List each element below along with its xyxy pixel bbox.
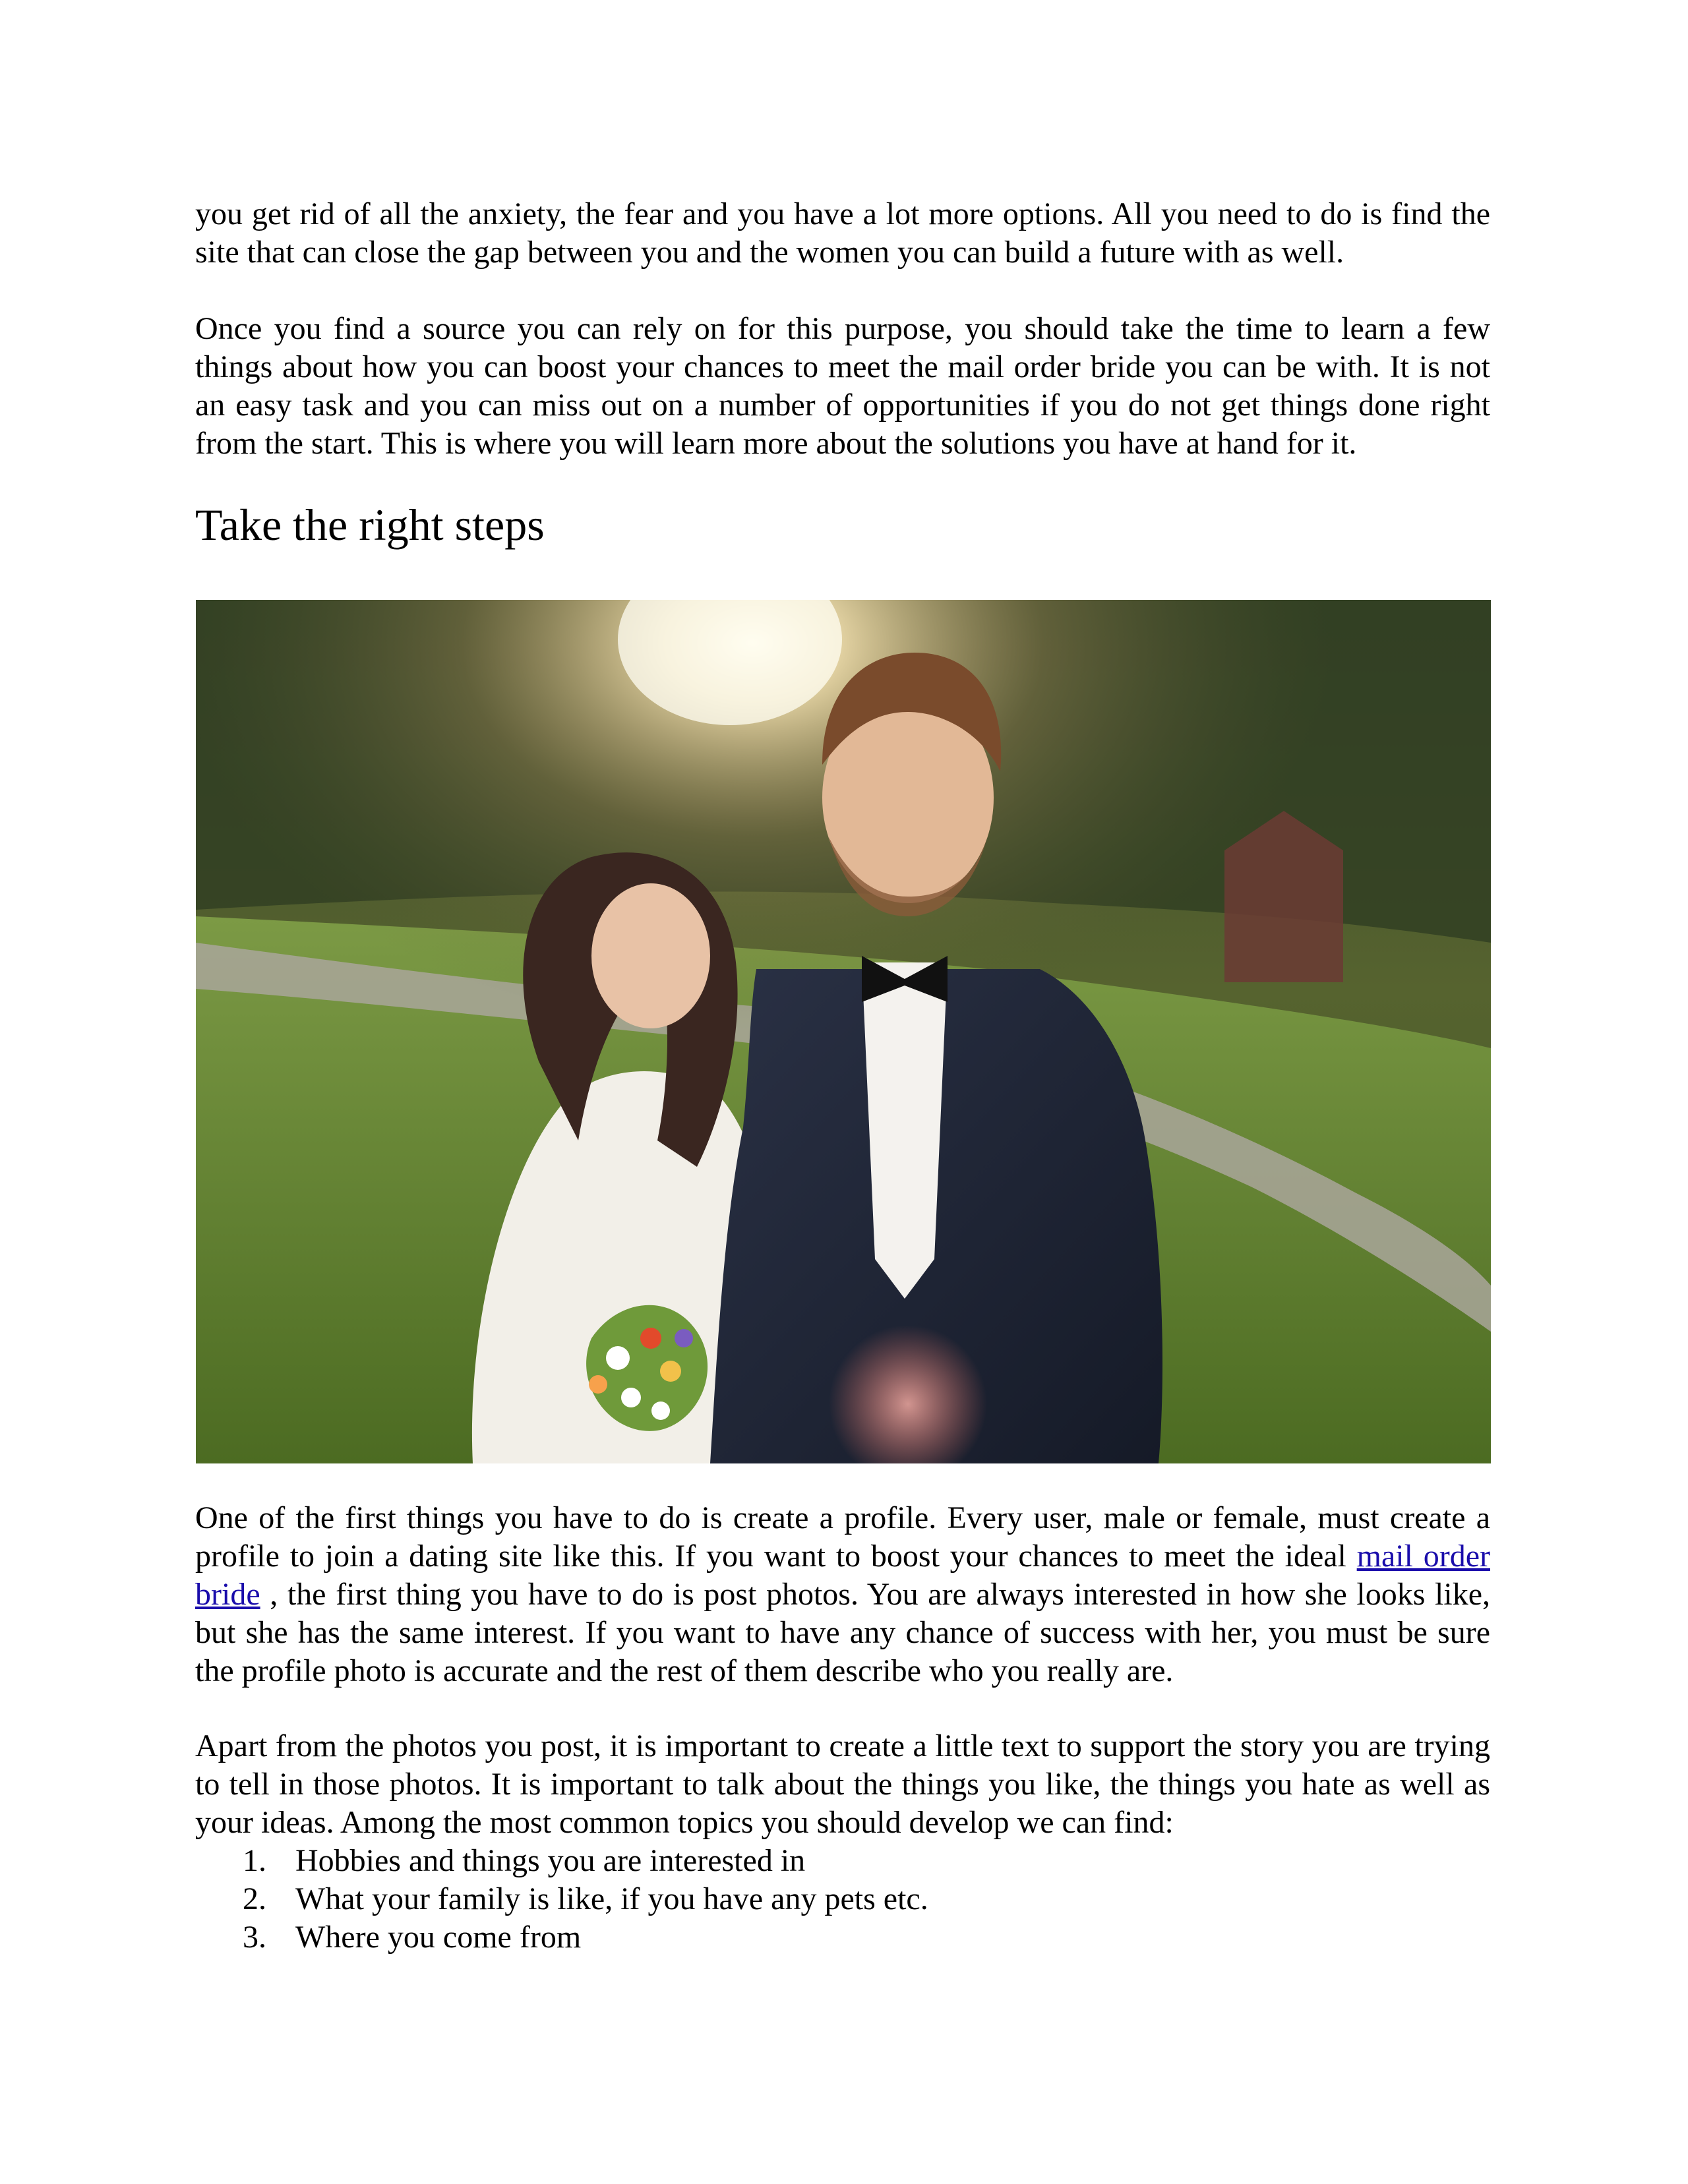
paragraph-intro: you get rid of all the anxiety, the fear and you have a lot more options. All you need to do is find the site that can close the gap between you and the women you can build a future with as well.	[195, 196, 1490, 270]
list-item-text: What your family is like, if you have any pets etc.	[295, 1881, 928, 1916]
paragraph-find-source: Once you find a source you can rely on for this purpose, you should take the time to learn a few things about how you can boost your chances to meet the mail order bride you can be with. It is not an easy task and you can miss out on a number of opportunities if you do not get things done right from the start. This is where you will learn more about the solutions you have at hand for it.	[195, 311, 1490, 461]
paragraph-text-before-link: One of the first things you have to do is create a profile. Every user, male or female, must create a profile to join a dating site like this. If you want to boost your chances to meet the ideal	[195, 1500, 1490, 1574]
paragraph-profile-text: Apart from the photos you post, it is important to create a little text to support the story you are trying to tell in those photos. It is important to talk about the things you like, the things you hate as well as your ideas. Among the most common topics you should develop we can find:	[195, 1728, 1490, 1840]
mail-order-bride-link[interactable]: mail order bride	[195, 1539, 1490, 1612]
wedding-couple-photo	[196, 600, 1491, 1463]
list-item-number: 3.	[243, 1920, 266, 1955]
paragraph-text-after-link: , the first thing you have to do is post photos. You are always interested in how she looks like, but she has the same interest. If you want to have any chance of success with her, you must be sure the profile photo is accurate and the rest of them describe who you really are.	[195, 1577, 1490, 1688]
list-item	[195, 1918, 1490, 1957]
paragraph-create-profile	[195, 1499, 1490, 1690]
list-item-text: Hobbies and things you are interested in	[295, 1843, 806, 1878]
topics-list	[195, 1842, 1490, 1957]
list-item-number: 1.	[243, 1843, 266, 1878]
section-heading: Take the right steps	[195, 500, 545, 550]
list-item-number: 2.	[243, 1881, 266, 1916]
list-item	[195, 1880, 1490, 1918]
list-item	[195, 1842, 1490, 1880]
list-item-text: Where you come from	[295, 1920, 582, 1955]
